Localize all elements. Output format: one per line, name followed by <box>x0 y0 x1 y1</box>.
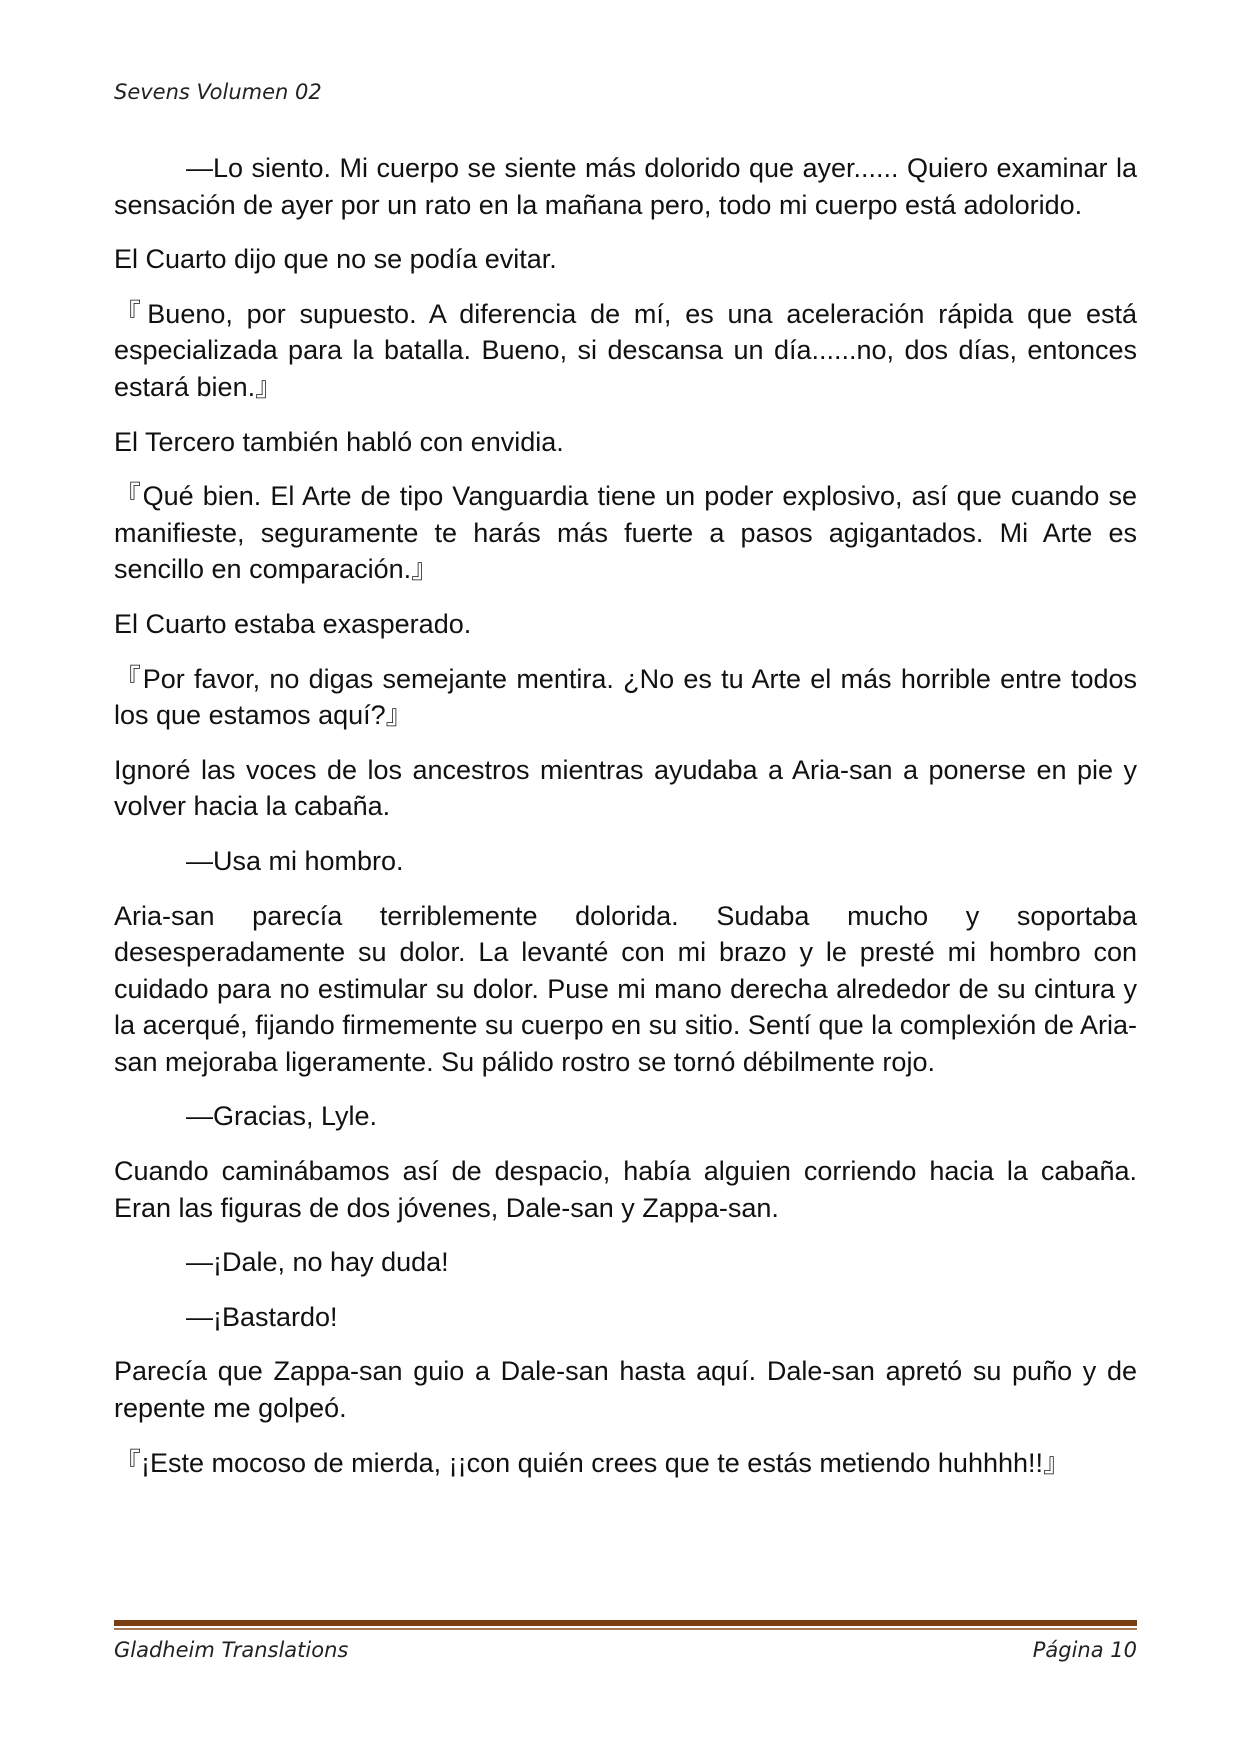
paragraph: El Cuarto estaba exasperado. <box>114 608 472 639</box>
paragraph: Ignoré las voces de los ancestros mientras ayudaba a Aria-san a ponerse en pie y volver hacia la cabaña. <box>114 754 1137 822</box>
paragraph: Cuando caminábamos así de despacio, había alguien corriendo hacia la cabaña. Eran las figuras de dos jóvenes, Dale-san y Zappa-san. <box>114 1156 1137 1223</box>
paragraph: —Lo siento. Mi cuerpo se siente más dolorido que ayer...... Quiero examinar la sensación de ayer por un rato en la mañana pero, todo mi cuerpo está adolorido. <box>114 153 1137 220</box>
running-footer <box>114 1638 1137 1662</box>
running-header: Sevens Volumen 02 <box>114 80 322 104</box>
paragraph: 『Bueno, por supuesto. A diferencia de mí, es una aceleración rápida que está especializada para la batalla. Bueno, si descansa un día......no, dos días, entonces estará bien.』 <box>114 298 1137 402</box>
paragraph: Aria-san parecía terriblemente dolorida. Sudaba mucho y soportaba desesperadamente su dolor. La levanté con mi brazo y le presté mi hombro con cuidado para no estimular su dolor. Puse mi mano derecha alrededor de su cintura y la acerqué, fijando firmemente su cuerpo en su sitio. Sentí que la complexión de Aria-san mejoraba ligeramente. Su pálido rostro se tornó débilmente rojo. <box>114 900 1137 1077</box>
paragraph: El Cuarto dijo que no se podía evitar. <box>114 244 557 275</box>
paragraph: 『¡Este mocoso de mierda, ¡¡con quién crees que te estás metiendo huhhhh!!』 <box>114 1447 1071 1478</box>
paragraph: 『Por favor, no digas semejante mentira. ¿No es tu Arte el más horrible entre todos los que estamos aquí?』 <box>114 663 1137 731</box>
paragraph: Parecía que Zappa-san guio a Dale-san hasta aquí. Dale-san apretó su puño y de repente me golpeó. <box>114 1356 1137 1424</box>
paragraph: —Usa mi hombro. <box>186 845 404 876</box>
paragraph: 『Qué bien. El Arte de tipo Vanguardia tiene un poder explosivo, así que cuando se manifieste, seguramente te harás más fuerte a pasos agigantados. Mi Arte es sencillo en comparación.』 <box>114 481 1137 585</box>
footer-rule-thin <box>114 1628 1137 1630</box>
footer-publisher: Gladheim Translations <box>114 1638 349 1662</box>
footer-rule <box>114 1620 1137 1626</box>
paragraph: —¡Bastardo! <box>186 1301 338 1332</box>
page-number: Página 10 <box>1032 1638 1137 1662</box>
paragraph: —Gracias, Lyle. <box>186 1101 378 1132</box>
paragraph: —¡Dale, no hay duda! <box>186 1247 449 1278</box>
paragraph: El Tercero también habló con envidia. <box>114 426 564 457</box>
page-body <box>114 150 1137 1499</box>
